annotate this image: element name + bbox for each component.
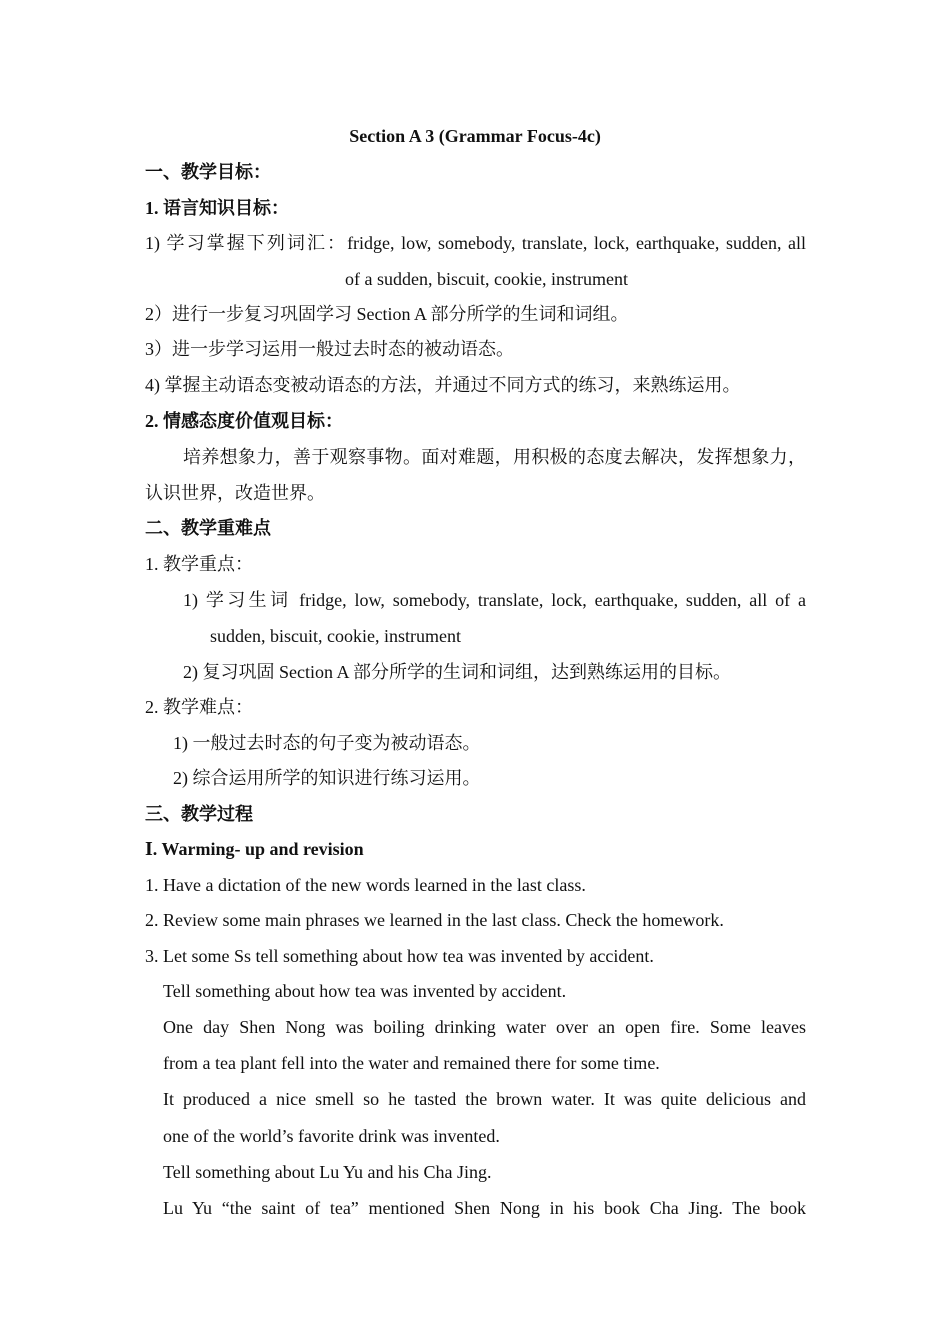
part-heading-warming-up: [145, 837, 364, 861]
story-paragraph-2-line-2: one of the world’s favorite drink was invented.: [163, 1126, 500, 1146]
step-2: 2. Review some main phrases we learned in the last class. Check the homework.: [145, 910, 724, 930]
objective-item-4: 4) 掌握主动语态变被动语态的方法，并通过不同方式的练习，来熟练运用。: [145, 375, 741, 395]
objective-item-1-line-2: of a sudden, biscuit, cookie, instrument: [345, 269, 628, 289]
objective-item-3: 3）进一步学习运用一般过去时态的被动语态。: [145, 339, 514, 359]
objective-item-2: 2）进行一步复习巩固学习 Section A 部分所学的生词和词组。: [145, 304, 629, 324]
step-3: 3. Let some Ss tell something about how tea was invented by accident.: [145, 946, 654, 966]
values-paragraph-line-2: 认识世界，改造世界。: [145, 483, 325, 503]
values-paragraph-line-1: 培养想象力，善于观察事物。面对难题，用积极的态度去解决，发挥想象力，: [183, 447, 806, 467]
subheading-difficulties: 2. 教学难点：: [145, 697, 253, 717]
difficulty-item-1: 1) 一般过去时态的句子变为被动语态。: [173, 733, 481, 753]
subheading-language-knowledge: 1. 语言知识目标：: [145, 198, 289, 218]
story-paragraph-1-line-1: One day Shen Nong was boiling drinking water over an open fire. Some leaves: [163, 1017, 806, 1037]
focus-item-2: 2) 复习巩固 Section A 部分所学的生词和词组，达到熟练运用的目标。: [183, 662, 731, 682]
prompt-lu-yu: Tell something about Lu Yu and his Cha Jing.: [163, 1162, 492, 1182]
part-roman-numeral: I: [145, 838, 153, 860]
subheading-emotional-values: 2. 情感态度价值观目标：: [145, 411, 343, 431]
focus-item-1-line-2: sudden, biscuit, cookie, instrument: [210, 626, 461, 646]
objective-item-1-line-1: 1) 学习掌握下列词汇：fridge, low, somebody, translate, lock, earthquake, sudden, all: [145, 233, 806, 253]
section-heading-key-points: 二、教学重难点: [145, 518, 271, 538]
story-paragraph-3-line-1: Lu Yu “the saint of tea” mentioned Shen Nong in his book Cha Jing. The book: [163, 1198, 806, 1218]
step-1: 1. Have a dictation of the new words learned in the last class.: [145, 875, 586, 895]
part-title: . Warming- up and revision: [152, 839, 364, 859]
section-heading-objectives: 一、教学目标：: [145, 162, 271, 182]
focus-item-1-line-1: 1) 学习生词 fridge, low, somebody, translate, lock, earthquake, sudden, all of a: [183, 590, 806, 610]
difficulty-item-2: 2) 综合运用所学的知识进行练习运用。: [173, 768, 481, 788]
subheading-key-focus: 1. 教学重点：: [145, 554, 253, 574]
story-paragraph-1-line-2: from a tea plant fell into the water and remained there for some time.: [163, 1053, 660, 1073]
document-title: Section A 3 (Grammar Focus-4c): [349, 126, 601, 146]
story-paragraph-2-line-1: It produced a nice smell so he tasted the brown water. It was quite delicious and: [163, 1089, 806, 1109]
section-heading-process: 三、教学过程: [145, 804, 253, 824]
prompt-tea-invention: Tell something about how tea was invented by accident.: [163, 981, 567, 1001]
